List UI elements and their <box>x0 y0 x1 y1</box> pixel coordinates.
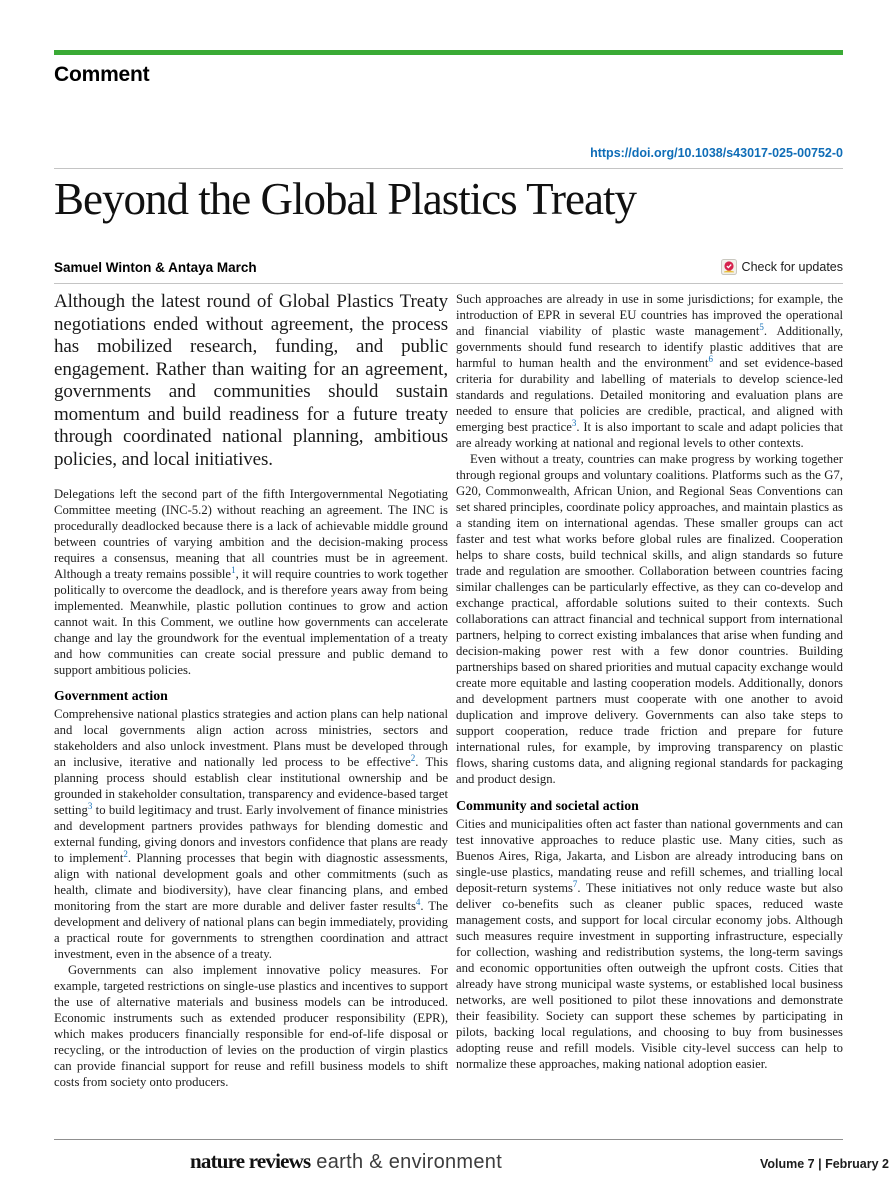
paragraph-national-strategies: Comprehensive national plastics strategies and action plans can help national and local governments align action across ministries, sectors and stakeholders and also unlock investment. Plans must be developed through an inclusive, iterative and nationally led process to be effective$^2$. This planning process should establish clear institutional ownership and be grounded in stakeholder consultation, transparency and evidence-based target setting$^3$ to build legitimacy and trust. Early involvement of finance ministries and development partners provides pathways for blending domestic and external funding, giving donors and investors confidence that plans are ready to implement$^2$. Planning processes that begin with diagnostic assessments, align with national development goals and other commitments (such as health, climate and biodiversity), have clear financing plans, and embed monitoring from the start are more durable and deliver faster results$^4$. The development and delivery of national plans can begin immediately, providing a practical route for governments to strengthen coordination and attract investment, even in the absence of a treaty. <box>54 707 449 961</box>
check-for-updates-badge[interactable] <box>721 259 843 275</box>
article-body <box>54 291 843 1090</box>
journal-logo <box>190 1149 502 1174</box>
volume-issue-info: Volume 7 | February 2 <box>759 1157 889 1171</box>
right-column <box>456 291 843 1090</box>
footer-row <box>54 1149 889 1174</box>
doi-link[interactable]: https://doi.org/10.1038/s43017-025-00752-0 <box>590 146 843 160</box>
reference-link[interactable]: 2 <box>123 848 128 859</box>
article-title: Beyond the Global Plastics Treaty <box>54 174 636 224</box>
crossmark-icon <box>721 259 737 275</box>
byline-row <box>54 259 843 275</box>
journal-logo-subtitle: earth & environment <box>316 1151 503 1173</box>
paragraph-regional-coalitions: Even without a treaty, countries can make progress by working together through regional groups and voluntary coalitions. Platforms such as the G7, G20, Commonwealth, African Union, and Regional Seas Conventions can set shared principles, coordinate policy approaches, and maintain plastics as a standing item on international agendas. These smaller groups can act faster and test what works before global rules are finalized. Cooperation helps to share costs, build technical skills, and align standards so future trade and regulation are smoother. Collaboration between countries facing similar challenges can be particularly effective, as they can co-develop and exchange practical, affordable solutions suited to their contexts. Such collaborations can attract financial and technical support from international partners, helping to correct existing imbalances that arise when funding and decision-making power rest with a few donor countries. Building partnerships based on shared priorities and mutual capacity exchange would create more equitable and lasting cooperation models. Additionally, donors and development partners must cooperate with one another to avoid duplication and improve delivery. Governments can also take steps to support cooperation, reduce trade friction and prepare for future international rules, for example, by improving transparency on plastic flows, sharing customs data, and aligning regional standards for packaging and product design. <box>456 452 843 786</box>
check-for-updates-label: Check for updates <box>741 260 843 274</box>
doi-row <box>54 144 843 162</box>
paragraph-policy-measures: Governments can also implement innovative policy measures. For example, targeted restrictions on single-use plastics and incentives to support the use of alternative materials and business models can be introduced. Economic instruments such as extended producer responsibility (EPR), which makes producers financially responsible for end-of-life disposal or recycling, or the introduction of levies on the production of virgin plastics can provide financial support for reuse and refill business models to shift costs from society onto producers. <box>54 963 448 1089</box>
reference-link[interactable]: 3 <box>571 417 577 428</box>
section-heading-government-action: Government action <box>54 688 168 703</box>
authors: Samuel Winton & Antaya March <box>54 259 257 275</box>
reference-link[interactable]: 1 <box>231 564 236 575</box>
footer-rule <box>54 1139 843 1140</box>
section-heading-community-action: Community and societal action <box>456 798 639 813</box>
reference-link[interactable]: 2 <box>410 752 416 763</box>
reference-link[interactable]: 7 <box>572 878 578 889</box>
reference-link[interactable]: 6 <box>708 353 713 364</box>
intro-paragraph: Delegations left the second part of the fifth Intergovernmental Negotiating Committee meeting (INC-5.2) without reaching an agreement. The INC is procedurally deadlocked because there is a lack of achievable middle ground between countries of varying ambition and the decision-making process requires a consensus, meaning that all countries must be in agreement. Although a treaty remains possible$^1$, it will require countries to work together politically to overcome the deadlock, and is therefore years away from being implemented. Meanwhile, plastic pollution continues to grow and action cannot wait. In this Comment, we outline how governments can accelerate change and lay the groundwork for the eventual implementation of a treaty and how communities can create social pressure and public demand to support ambitious policies. <box>54 487 449 677</box>
content-area <box>54 0 843 1090</box>
divider-under-doi <box>54 168 843 169</box>
paragraph-jurisdictions: Such approaches are already in use in some jurisdictions; for example, the introduction of EPR in several EU countries has improved the operational and financial viability of plastic waste management$^5$. Additionally, governments should fund research to identify plastic additives that are harmful to human health and the environment$^6$ and set evidence-based criteria for durability and labelling of materials to develop science-led standards and regulations. Detailed monitoring and evaluation plans are needed to ensure that policies are credible, practical, and aligned with emerging best practice$^3$. It is also important to scale and adapt policies that are already working at national and regional levels to other contexts. <box>456 292 844 450</box>
journal-logo-bold: nature reviews <box>190 1149 311 1173</box>
lede-paragraph: Although the latest round of Global Plastics Treaty negotiations ended without agreement, the process has mobilized research, funding, and public engagement. Rather than waiting for an agreement, governments and communities should sustain momentum and build readiness for a future treaty through coordinated national planning, ambitious policies, and local initiatives. <box>54 291 448 470</box>
paragraph-cities: Cities and municipalities often act faster than national governments and can test innovative approaches to reduce plastic use. Many cities, such as Buenos Aires, Riga, Jakarta, and Lisbon are already introducing bans on single-use plastics, mandating reuse and refill schemes, and trialling local deposit-return systems$^7$. These initiatives not only reduce waste but also deliver co-benefits such as cleaner public spaces, reduced waste management costs, and support for local circular economy jobs. Although such measures require investment in supporting infrastructure, especially for collection, washing and redistribution systems, the long-term savings and economic opportunities often outweigh the upfront costs. Cities that already have strong municipal waste systems, or established local business networks, are well positioned to pilot these innovations and demonstrate their feasibility. Society can support these schemes by participating in pilots, backing local regulations, and choosing to buy from businesses adopting reuse and refill models. Visible city-level success can help to normalize these approaches, making national adoption easier. <box>456 817 843 1071</box>
section-label: Comment <box>54 63 150 86</box>
accent-bar <box>54 50 843 55</box>
reference-link[interactable]: 5 <box>759 321 764 332</box>
reference-link[interactable]: 3 <box>87 800 93 811</box>
divider-under-authors <box>54 283 843 284</box>
page-footer <box>0 1131 889 1195</box>
left-column <box>54 291 448 1090</box>
reference-link[interactable]: 4 <box>415 896 421 907</box>
